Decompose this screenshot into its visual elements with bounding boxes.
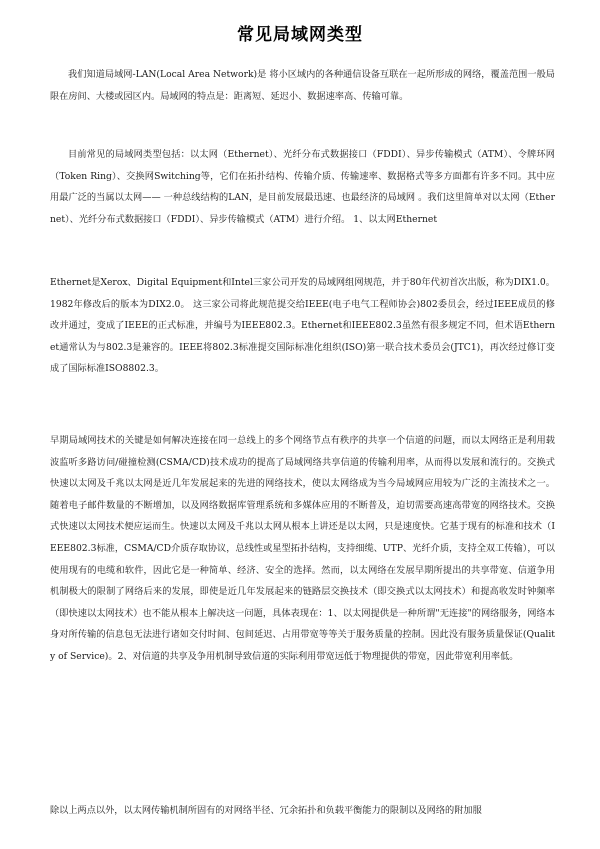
page-title: 常见局域网类型 bbox=[237, 25, 363, 45]
paragraph-lan-types: 目前常见的局域网类型包括：以太网（Ethernet）、光纤分布式数据接口（FDDI）、异步传输模式（ATM）、令牌环网（Token Ring）、交换网Switching等，它们在拓扑结构、传输介质、传输速率、数据格式等多方面都有许多不同。其中应用最广泛的当属以太网—— 一种总线结构的LAN，是目前发展最迅速、也最经济的局域网 。我们这里简单对以太网（Ethernet）、光纤分布式数据接口（FDDI）、异步传输模式（ATM）进行介绍。 1、以太网Ethernet bbox=[50, 149, 555, 225]
paragraph-ethernet-limits: 除以上两点以外，以太网传输机制所固有的对网络半径、冗余拓扑和负载平衡能力的限制以及网络的附加服 bbox=[50, 805, 482, 816]
paragraph-ethernet-technology: 早期局域网技术的关键是如何解决连接在同一总线上的多个网络节点有秩序的共享一个信道的问题，而以太网络正是利用载波监听多路访问/碰撞检测(CSMA/CD)技术成功的提高了局域网络共享信道的传输利用率，从而得以发展和流行的。交换式快速以太网及千兆以太网是近几年发展起来的先进的网络技术，使以太网络成为当今局域网应用较为广泛的主流技术之一。随着电子邮件数量的不断增加，以及网络数据库管理系统和多媒体应用的不断普及，迫切需要高速高带宽的网络技术。交换式快速以太网技术便应运而生。快速以太网及千兆以太网从根本上讲还是以太网，只是速度快。它基于现有的标准和技术（IEEE802.3标准，CSMA/CD介质存取协议，总线性或星型拓扑结构，支持细缆、UTP、光纤介质，支持全双工传输），可以使用现有的电缆和软件，因此它是一种简单、经济、安全的选择。然而，以太网络在发展早期所提出的共享带宽、信道争用机制极大的限制了网络后来的发展，即使是近几年发展起来的链路层交换技术（即交换式以太网技术）和提高收发时钟频率（即快速以太网技术）也不能从根本上解决这一问题，具体表现在：1、以太网提供是一种所谓"无连接"的网络服务，网络本身对所传输的信息包无法进行诸如交付时间、包间延迟、占用带宽等等关于服务质量的控制。因此没有服务质量保证(Quality of Service)。2、对信道的共享及争用机制导致信道的实际利用带宽远低于物理提供的带宽，因此带宽利用率低。 bbox=[50, 435, 555, 662]
paragraph-ethernet-history: Ethernet是Xerox、Digital Equipment和Intel三家公司开发的局域网组网规范，并于80年代初首次出版，称为DIX1.0。1982年修改后的版本为DIX2.0。 这三家公司将此规范提交给IEEE(电子电气工程师协会)802委员会，经过IEEE成员的修改并通过，变成了IEEE的正式标准，并编号为IEEE802.3。Ethernet和IEEE802.3虽然有很多规定不同，但术语Ethernet通常认为与802.3是兼容的。IEEE将802.3标准提交国际标准化组织(ISO)第一联合技术委员会(JTC1)，再次经过修订变成了国际标准ISO8802.3。 bbox=[50, 277, 555, 375]
paragraph-lan-intro: 我们知道局域网-LAN(Local Area Network)是 将小区域内的各种通信设备互联在一起所形成的网络，覆盖范围一般局限在房间、大楼或园区内。局域网的特点是：距离短、延迟小、数据速率高、传输可靠。 bbox=[50, 69, 555, 102]
